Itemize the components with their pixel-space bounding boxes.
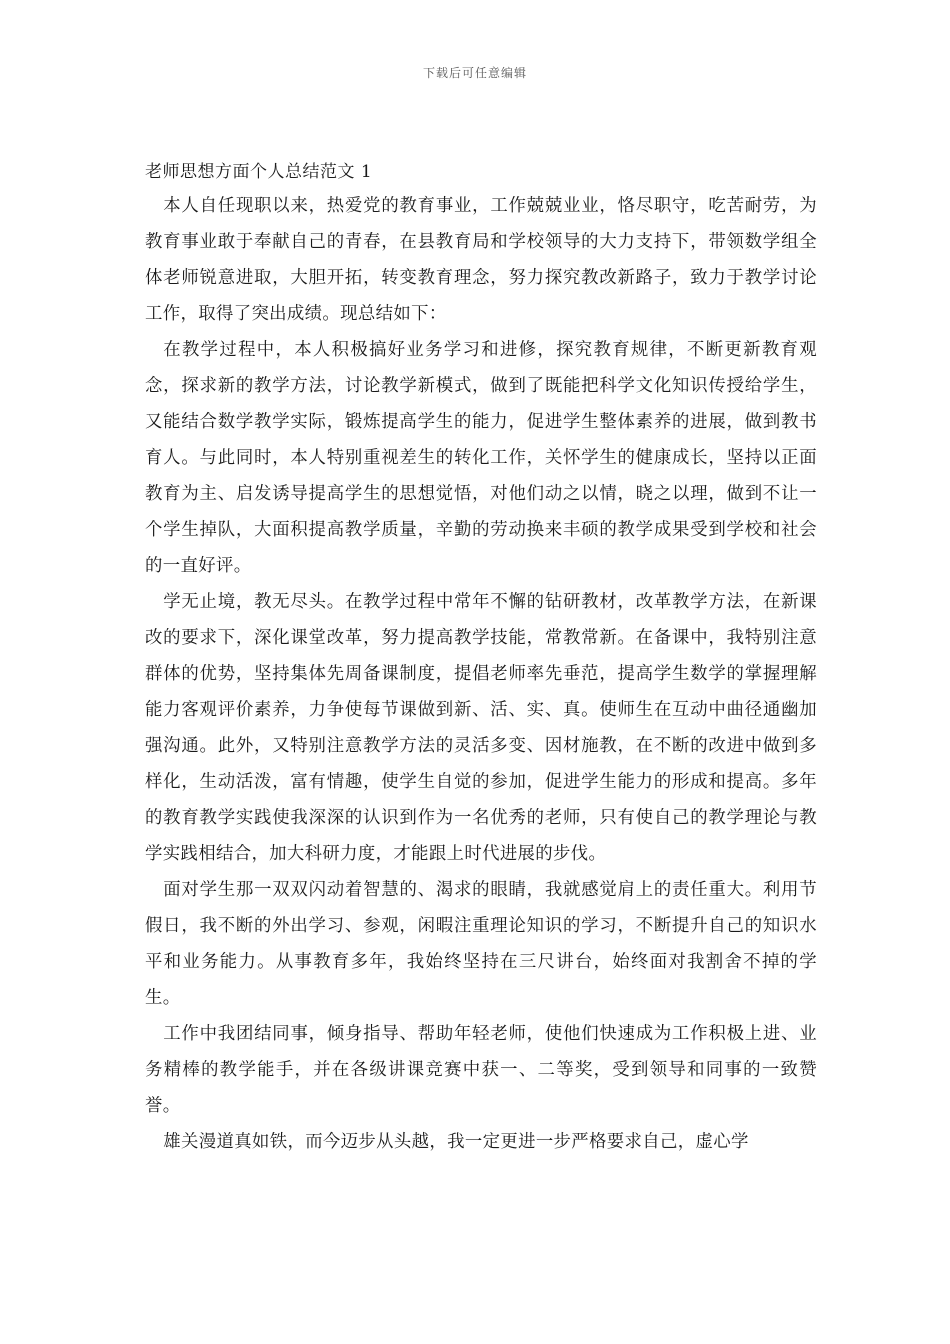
paragraph-outlook: 雄关漫道真如铁，而今迈步从头越，我一定更进一步严格要求自己，虚心学 xyxy=(163,1132,749,1152)
paragraph-responsibility: 面对学生那一双双闪动着智慧的、渴求的眼睛，我就感觉肩上的责任重大。利用节假日，我不断的外出学习、参观，闲暇注重理论知识的学习，不断提升自己的知识水平和业务能力。从事教育多年，我始终坚持在三尺讲台，始终面对我割舍不掉的学生。 xyxy=(145,880,817,1008)
paragraph-continuous-learning: 学无止境，教无尽头。在教学过程中常年不懈的钻研教材，改革教学方法，在新课改的要求下，深化课堂改革，努力提高教学技能，常教常新。在备课中，我特别注意群体的优势，坚持集体先周备课制度，提倡老师率先垂范，提高学生数学的掌握理解能力客观评价素养，力争使每节课做到新、活、实、真。使师生在互动中曲径通幽加强沟通。此外，又特别注意教学方法的灵活多变、因材施教，在不断的改进中做到多样化，生动活泼，富有情趣，使学生自觉的参加，促进学生能力的形成和提高。多年的教育教学实践使我深深的认识到作为一名优秀的老师，只有使自己的教学理论与教学实践相结合，加大科研力度，才能跟上时代进展的步伐。 xyxy=(145,592,817,864)
document-body xyxy=(145,158,817,1160)
paragraph-intro: 本人自任现职以来，热爱党的教育事业，工作兢兢业业，恪尽职守，吃苦耐劳，为教育事业敢于奉献自己的青春，在县教育局和学校领导的大力支持下，带领数学组全体老师锐意进取，大胆开拓，转变教育理念，努力探究教改新路子，致力于教学讨论工作，取得了突出成绩。现总结如下： xyxy=(145,196,817,324)
paragraph-teamwork: 工作中我团结同事，倾身指导、帮助年轻老师，使他们快速成为工作积极上进、业务精棒的教学能手，并在各级讲课竞赛中获一、二等奖，受到领导和同事的一致赞誉。 xyxy=(145,1024,817,1116)
document-title: 老师思想方面个人总结范文 1 xyxy=(145,162,373,182)
paragraph-teaching-process: 在教学过程中，本人积极搞好业务学习和进修，探究教育规律，不断更新教育观念，探求新的教学方法，讨论教学新模式，做到了既能把科学文化知识传授给学生，又能结合数学教学实际，锻炼提高学生的能力，促进学生整体素养的进展，做到教书育人。与此同时，本人特别重视差生的转化工作，关怀学生的健康成长，坚持以正面教育为主、启发诱导提高学生的思想觉悟，对他们动之以情，晓之以理，做到不让一个学生掉队，大面积提高教学质量，辛勤的劳动换来丰硕的教学成果受到学校和社会的一直好评。 xyxy=(145,340,817,576)
header-note: 下载后可任意编辑 xyxy=(422,66,527,80)
